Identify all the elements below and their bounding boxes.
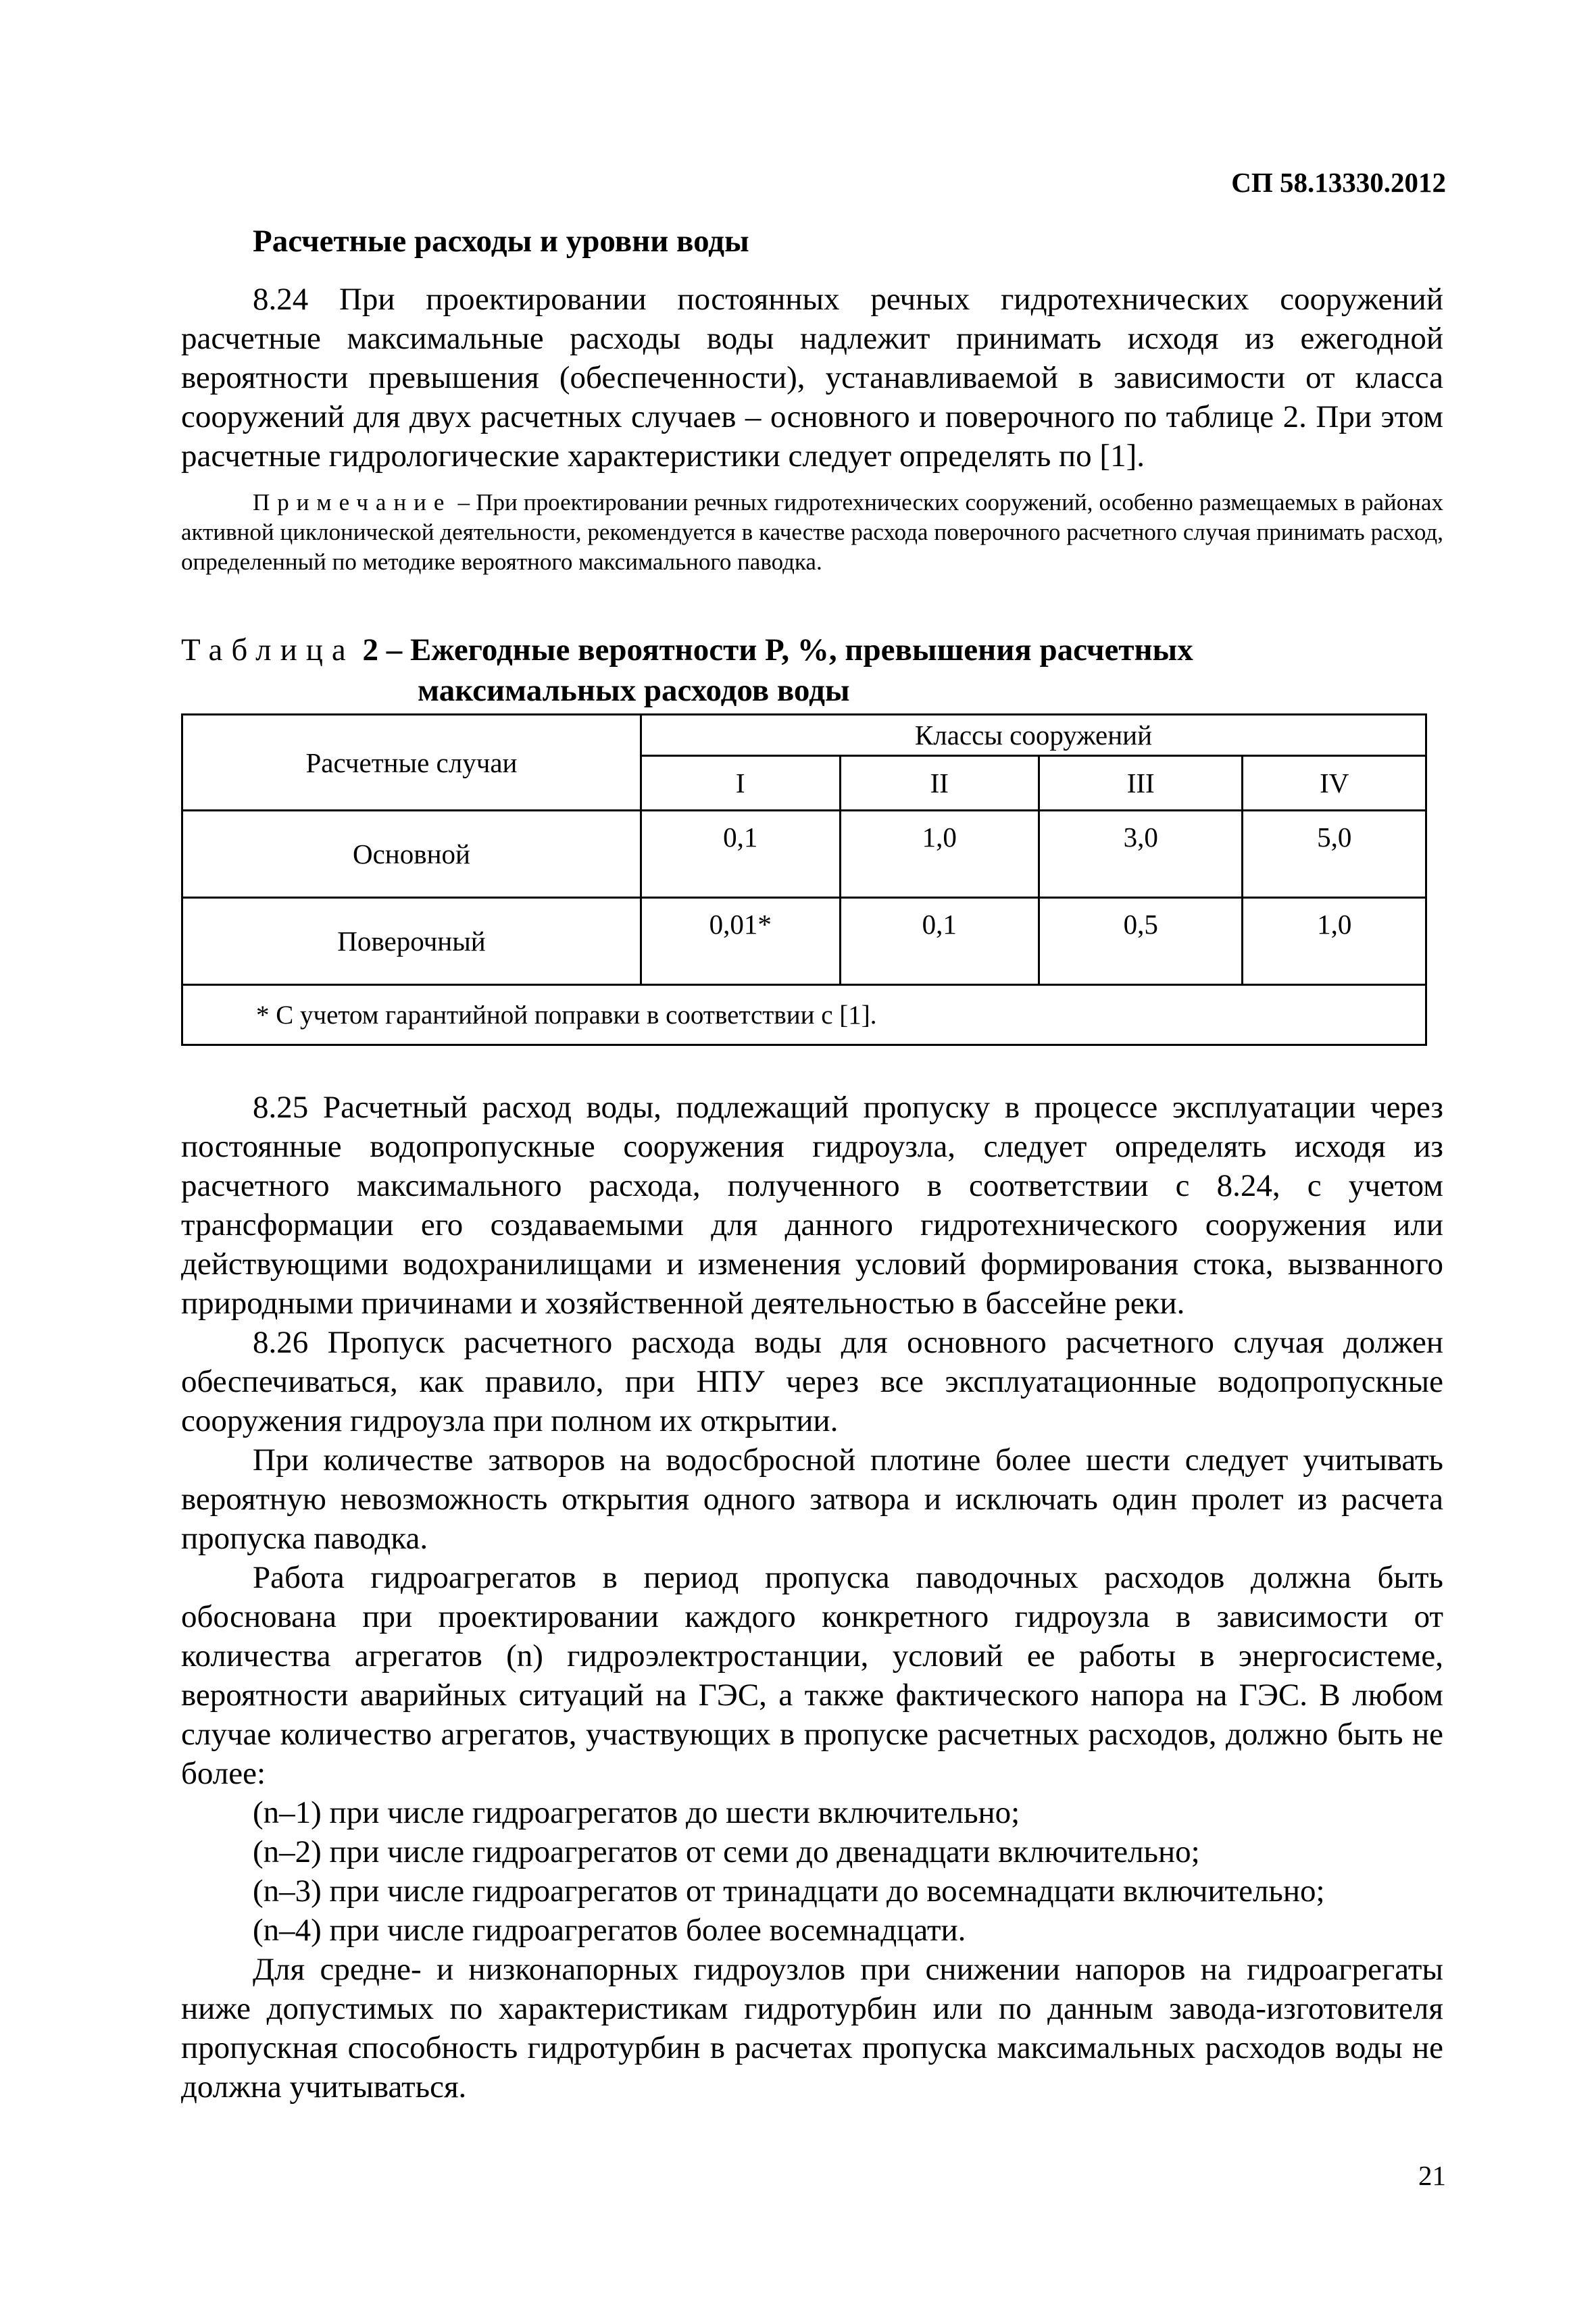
table-caption-title: 2 – Ежегодные вероятности P, %, превышения расчетных xyxy=(362,632,1193,668)
paragraph-8-25: 8.25 Расчетный расход воды, подлежащий пропуску в процессе эксплуатации через постоянные водопропускные сооружения гидроузла, следует определять исходя из расчетного максимального расхода, полученного в соответствии с 8.24, с учетом трансформации его создаваемыми для данного гидротехнического сооружения или действующими водохранилищами и изменения условий формирования стока, вызванного природными причинами и хозяйственной деятельностью в бассейне реки. xyxy=(181,1090,1443,1321)
row-label: Основной xyxy=(182,811,641,898)
page-number: 21 xyxy=(1418,2160,1446,2191)
header-cell-classes: Классы сооружений xyxy=(641,715,1426,756)
paragraph-units: Работа гидроагрегатов в период пропуска паводочных расходов должна быть обоснована при проектировании каждого конкретного гидроузла в зависимости от количества агрегатов (n) гидроэлектростанции, условий ее работы в энергосистеме, вероятности аварийных ситуаций на ГЭС, а также фактического напора на ГЭС. В любом случае количество агрегатов, участвующих в пропуске расчетных расходов, должно быть не более: xyxy=(181,1560,1443,1791)
header-cell-case: Расчетные случаи xyxy=(182,715,641,811)
header-cell-class: III xyxy=(1039,756,1243,811)
paragraph-8-24-block xyxy=(181,280,1443,476)
table-cell: 1,0 xyxy=(1243,898,1426,985)
header-cell-class: IV xyxy=(1243,756,1426,811)
table-row xyxy=(182,811,1426,898)
note xyxy=(181,488,1443,577)
paragraph-8-26: 8.26 Пропуск расчетного расхода воды для основного расчетного случая должен обеспечиваться, как правило, при НПУ через все эксплуатационные водопропускные сооружения гидроузла при полном их открытии. xyxy=(181,1325,1443,1438)
table-cell: 0,1 xyxy=(840,898,1039,985)
paragraph-gates: При количестве затворов на водосбросной плотине более шести следует учитывать вероятную невозможность открытия одного затвора и исключать один пролет из расчета пропуска паводка. xyxy=(181,1442,1443,1556)
paragraph-8-24: 8.24 При проектировании постоянных речных гидротехнических сооружений расчетные максимальные расходы воды надлежит принимать исходя из ежегодной вероятности превышения (обеспеченности), устанавливаемой в зависимости от класса сооружений для двух расчетных случаев – основного и поверочного по таблице 2. При этом расчетные гидрологические характеристики следует определять по [1]. xyxy=(181,282,1443,474)
header-cell-class: II xyxy=(840,756,1039,811)
table-cell: 0,01* xyxy=(641,898,840,985)
table-cell: 1,0 xyxy=(840,811,1039,898)
list-item: (n–2) при числе гидроагрегатов от семи до двенадцати включительно; xyxy=(253,1834,1200,1869)
note-label: Примечание xyxy=(253,489,452,515)
list-item: (n–4) при числе гидроагрегатов более восемнадцати. xyxy=(253,1913,966,1948)
table-cell: 3,0 xyxy=(1039,811,1243,898)
table-cell: 0,5 xyxy=(1039,898,1243,985)
unit-count-list xyxy=(181,1793,1443,1950)
table-caption xyxy=(181,630,1443,711)
table-row xyxy=(182,898,1426,985)
table-footnote: * С учетом гарантийной поправки в соответствии с [1]. xyxy=(182,985,1426,1045)
list-item: (n–1) при числе гидроагрегатов до шести включительно; xyxy=(253,1795,1020,1830)
note-text: – При проектировании речных гидротехнических сооружений, особенно размещаемых в районах активной циклонической деятельности, рекомендуется в качестве расхода поверочного расчетного случая принимать расход, определенный по методике вероятного максимального паводка. xyxy=(181,489,1443,575)
row-label: Поверочный xyxy=(182,898,641,985)
section-title: Расчетные расходы и уровни воды xyxy=(253,224,749,259)
table-cell: 5,0 xyxy=(1243,811,1426,898)
body-text-block xyxy=(181,1088,1443,2107)
table-cell: 0,1 xyxy=(641,811,840,898)
table-caption-title-2: максимальных расходов воды xyxy=(418,673,850,708)
table-caption-label: Таблица xyxy=(181,632,355,668)
paragraph-last: Для средне- и низконапорных гидроузлов при снижении напоров на гидроагрегаты ниже допустимых по характеристикам гидротурбин или по данным завода-изготовителя пропускная способность гидротурбин в расчетах пропуска максимальных расходов воды не должна учитываться. xyxy=(181,1952,1443,2105)
header-cell-class: I xyxy=(641,756,840,811)
list-item: (n–3) при числе гидроагрегатов от тринадцати до восемнадцати включительно; xyxy=(253,1873,1325,1909)
probability-table xyxy=(181,713,1427,1046)
document-code: СП 58.13330.2012 xyxy=(1231,167,1446,198)
